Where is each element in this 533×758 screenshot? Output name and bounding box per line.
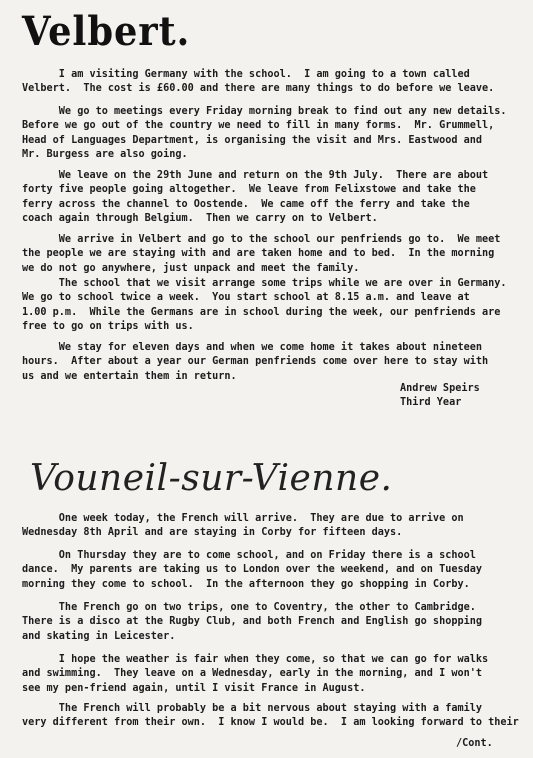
author-name: Andrew Speirs	[400, 383, 480, 394]
article-body-velbert	[22, 68, 522, 382]
paragraph: The school that we visit arrange some trips while we are over in Germany. We go to school twice a week. You start school at 8.15 a.m. and leave at 1.00 p.m. While the Germans are in school during the week, our penfriends are free to go on trips with us.	[22, 278, 507, 332]
article-title-velbert: Velbert.	[22, 8, 191, 55]
article-title-vouneil: Vouneil-sur-Vienne.	[30, 458, 393, 499]
paragraph: I hope the weather is fair when they come, so that we can go for walks and swimming. They leave on a Wednesday, early in the morning, and I won't see my pen-friend again, until I visit France in August.	[22, 654, 489, 694]
paragraph: The French go on two trips, one to Coventry, the other to Cambridge. There is a disco at the Rugby Club, and both French and English go shopping and skating in Leicester.	[22, 602, 483, 642]
article-body-vouneil	[22, 512, 522, 729]
paragraph: We leave on the 29th June and return on the 9th July. There are about forty five people going altogether. We leave from Felixstowe and take the ferry across the channel to Oostende. We came off the ferry and take the coach again through Belgium. Then we carry on to Velbert.	[22, 170, 489, 224]
author-signature	[400, 382, 480, 410]
paragraph: I am visiting Germany with the school. I am going to a town called Velbert. The cost is £60.00 and there are many things to do before we leave.	[22, 69, 495, 95]
paragraph: The French will probably be a bit nervous about staying with a family very different from their own. I know I would be. I am looking forward to their	[22, 703, 519, 729]
paragraph: On Thursday they are to come school, and on Friday there is a school dance. My parents are taking us to London over the weekend, and on Tuesday morning they come to school. In the afternoon they go shopping in Corby.	[22, 550, 483, 590]
author-year: Third Year	[400, 397, 462, 408]
paragraph: We stay for eleven days and when we come home it takes about nineteen hours. After about a year our German penfriends come over here to stay with us and we entertain them in return.	[22, 342, 489, 382]
paragraph: We go to meetings every Friday morning break to find out any new details. Before we go out of the country we need to fill in many forms. Mr. Grummell, Head of Languages Department, is organising the visit and Mrs. Eastwood and Mr. Burgess are also going.	[22, 106, 507, 160]
continued-marker: /Cont.	[456, 738, 493, 749]
paragraph: One week today, the French will arrive. They are due to arrive on Wednesday 8th April and are staying in Corby for fifteen days.	[22, 513, 464, 539]
paragraph: We arrive in Velbert and go to the school our penfriends go to. We meet the people we are staying with and are taken home and to bed. In the morning we do not go anywhere, just unpack and meet the family.	[22, 234, 501, 274]
